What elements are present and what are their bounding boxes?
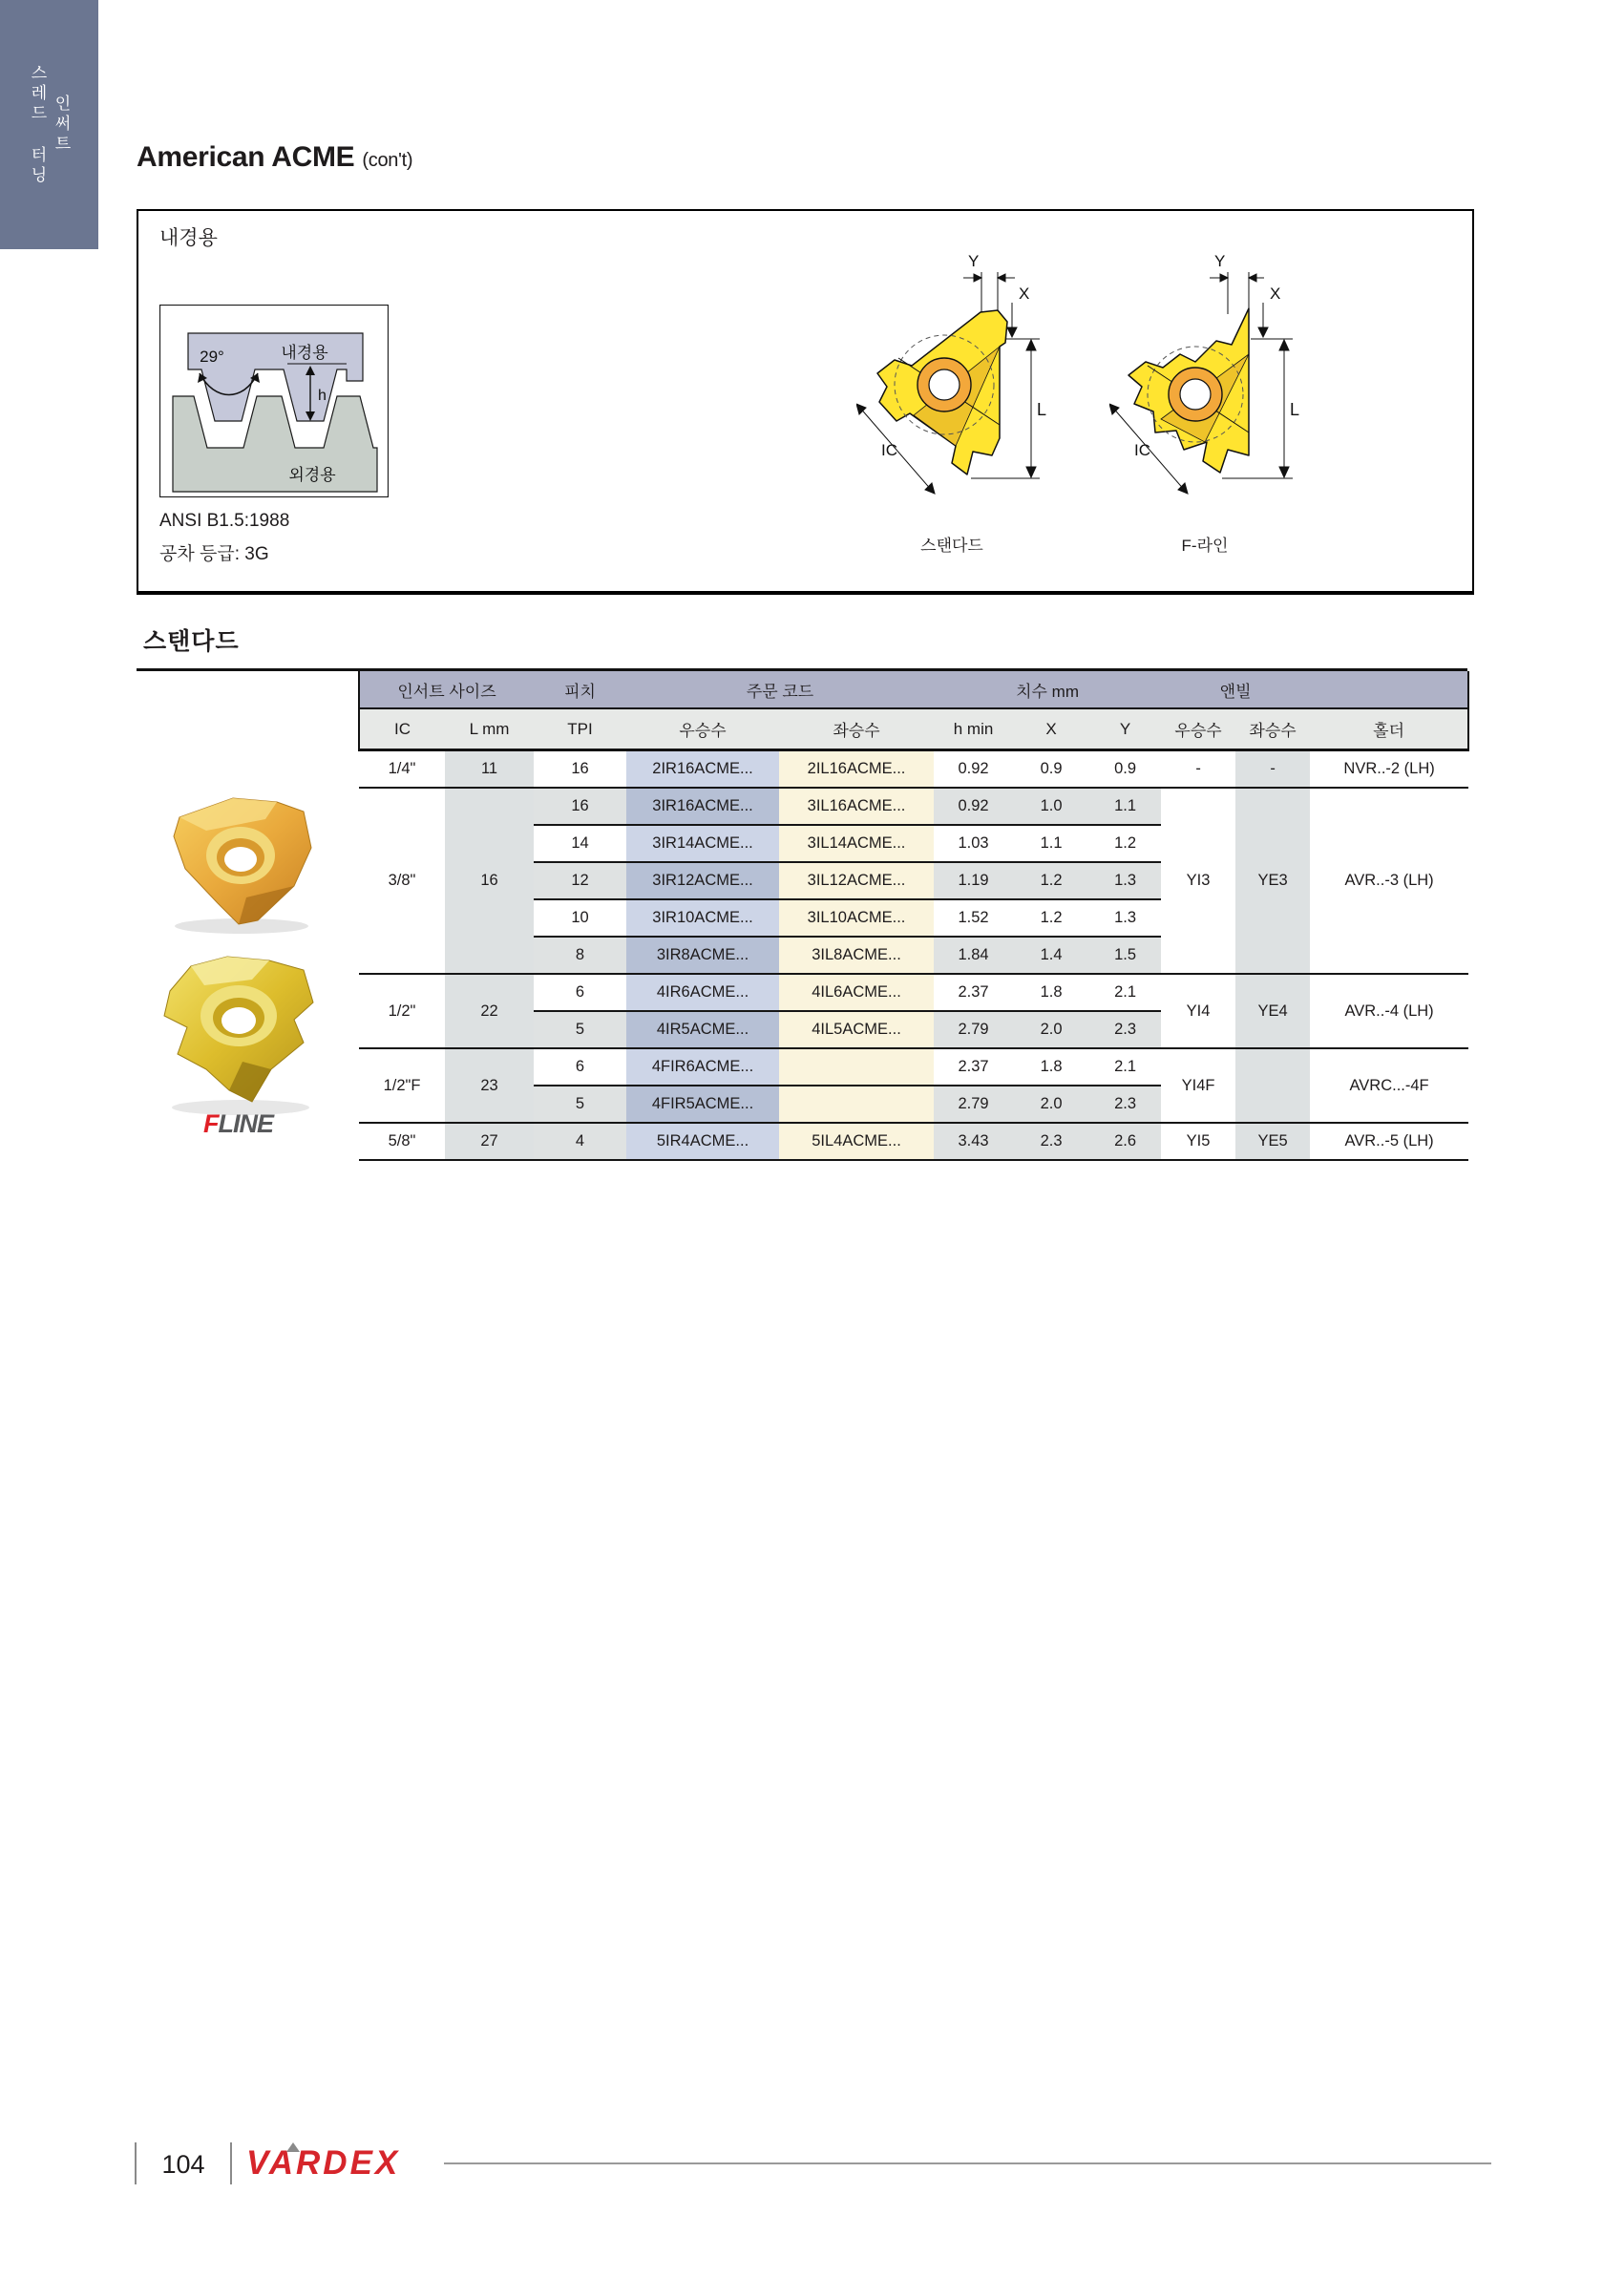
cell-rh: 4FIR5ACME... xyxy=(626,1086,779,1123)
vardex-logo xyxy=(246,2144,400,2183)
page-title-suffix: (con't) xyxy=(362,150,413,171)
cell-y: 0.9 xyxy=(1114,760,1137,777)
cell-anvil-lh: YE4 xyxy=(1235,974,1310,1048)
cell-y: 2.6 xyxy=(1089,1123,1161,1160)
cell-hmin: 0.92 xyxy=(958,760,989,777)
cell-anvil-lh: - xyxy=(1235,750,1310,789)
footer-rule xyxy=(444,2162,1491,2164)
standard-note: ANSI B1.5:1988 xyxy=(159,511,290,531)
cell-rh: 4IR6ACME... xyxy=(626,974,779,1011)
header-column-row xyxy=(359,708,1468,750)
cell-anvil-lh xyxy=(1235,1048,1310,1123)
col-hmin: h min xyxy=(934,708,1013,750)
acme-standard-table xyxy=(358,671,1469,1161)
cell-rh: 3IR14ACME... xyxy=(626,825,779,862)
cell-x: 2.3 xyxy=(1013,1123,1089,1160)
col-anvil-lh: 좌승수 xyxy=(1235,708,1310,750)
cell-l: 22 xyxy=(445,974,534,1048)
header-dimensions: 치수 mm xyxy=(934,671,1161,708)
cell-x: 1.4 xyxy=(1013,937,1089,974)
page-number: 104 xyxy=(161,2150,205,2179)
standard-insert-drawing xyxy=(856,251,1047,523)
cell-anvil-rh: YI4 xyxy=(1161,974,1235,1048)
cell-lh: 5IL4ACME... xyxy=(779,1123,934,1160)
cell-rh: 3IR10ACME... xyxy=(626,899,779,937)
cell-tpi: 6 xyxy=(534,974,626,1011)
cell-ic: 1/2" xyxy=(359,974,445,1048)
cell-lh: 3IL8ACME... xyxy=(779,937,934,974)
table-row xyxy=(359,750,1468,789)
cell-hmin: 1.03 xyxy=(934,825,1013,862)
dim-label-l: L xyxy=(1290,400,1300,419)
cell-hmin: 3.43 xyxy=(934,1123,1013,1160)
dim-label-ic: IC xyxy=(1134,441,1150,459)
sidebar-tab-line-1: 스레드 터닝 xyxy=(28,63,47,186)
col-tpi: TPI xyxy=(534,708,626,750)
cell-lh xyxy=(779,1086,934,1123)
cell-l: 27 xyxy=(445,1123,534,1160)
cell-y: 1.2 xyxy=(1089,825,1161,862)
fline-logo xyxy=(203,1109,273,1139)
header-pitch: 피치 xyxy=(534,671,626,708)
cell-y: 2.3 xyxy=(1089,1086,1161,1123)
cell-tpi: 12 xyxy=(534,862,626,899)
cell-tpi: 6 xyxy=(534,1048,626,1086)
standard-insert-photo xyxy=(151,781,327,939)
external-label: 외경용 xyxy=(288,466,336,484)
fline-logo-rest: LINE xyxy=(218,1109,274,1138)
cell-lh: 3IL10ACME... xyxy=(779,899,934,937)
cell-x: 1.1 xyxy=(1013,825,1089,862)
cell-lh: 3IL14ACME... xyxy=(779,825,934,862)
cell-holder: AVR..-3 (LH) xyxy=(1310,788,1468,974)
cell-y: 1.3 xyxy=(1089,862,1161,899)
cell-hmin: 0.92 xyxy=(934,788,1013,825)
tolerance-note: 공차 등급: 3G xyxy=(159,544,269,564)
table-row xyxy=(359,788,1468,825)
cell-l: 16 xyxy=(445,788,534,974)
table-row xyxy=(359,1123,1468,1160)
vardex-logo-text: VARDEX xyxy=(246,2144,401,2182)
dim-label-ic: IC xyxy=(881,441,897,459)
col-l: L mm xyxy=(445,708,534,750)
cell-rh: 4FIR6ACME... xyxy=(626,1048,779,1086)
cell-rh: 3IR12ACME... xyxy=(626,862,779,899)
dim-label-l: L xyxy=(1037,400,1047,419)
header-anvil: 앤빌 xyxy=(1161,671,1310,708)
cell-y: 2.1 xyxy=(1089,1048,1161,1086)
cell-hmin: 1.52 xyxy=(934,899,1013,937)
col-rh: 우승수 xyxy=(626,708,779,750)
cell-tpi: 16 xyxy=(571,760,589,777)
internal-use-info-box xyxy=(137,209,1474,595)
cell-lh: 4IL5ACME... xyxy=(779,1011,934,1048)
cell-ic: 3/8" xyxy=(359,788,445,974)
cell-rh: 3IR8ACME... xyxy=(626,937,779,974)
height-label: h xyxy=(318,388,327,404)
page-title-text: American ACME xyxy=(137,141,355,173)
cell-y: 1.3 xyxy=(1089,899,1161,937)
dim-label-y: Y xyxy=(1214,252,1226,270)
cell-tpi: 16 xyxy=(534,788,626,825)
cell-l: 23 xyxy=(445,1048,534,1123)
cell-lh: 3IL12ACME... xyxy=(779,862,934,899)
cell-tpi: 5 xyxy=(534,1086,626,1123)
standard-caption: 스탠다드 xyxy=(920,537,983,555)
cell-l: 11 xyxy=(445,750,534,789)
cell-tpi: 4 xyxy=(534,1123,626,1160)
col-y: Y xyxy=(1089,708,1161,750)
cell-anvil-lh: YE3 xyxy=(1235,788,1310,974)
cell-lh: 4IL6ACME... xyxy=(779,974,934,1011)
col-x: X xyxy=(1013,708,1089,750)
thread-profile-diagram xyxy=(159,305,389,497)
cell-hmin: 2.37 xyxy=(934,1048,1013,1086)
vardex-logo-triangle xyxy=(286,2142,300,2152)
header-order-code: 주문 코드 xyxy=(626,671,934,708)
cell-ic: 1/2"F xyxy=(359,1048,445,1123)
cell-rh: 5IR4ACME... xyxy=(626,1123,779,1160)
page-title xyxy=(137,141,412,174)
cell-y: 2.1 xyxy=(1089,974,1161,1011)
cell-x: 2.0 xyxy=(1013,1011,1089,1048)
cell-tpi: 5 xyxy=(534,1011,626,1048)
cell-tpi: 14 xyxy=(534,825,626,862)
cell-anvil-rh: - xyxy=(1195,760,1201,777)
cell-anvil-rh: YI5 xyxy=(1161,1123,1235,1160)
cell-anvil-rh: YI4F xyxy=(1161,1048,1235,1123)
col-ic: IC xyxy=(359,708,445,750)
cell-lh: 2IL16ACME... xyxy=(779,750,934,789)
footer-divider-left xyxy=(135,2142,137,2184)
dim-label-x: X xyxy=(1270,285,1281,303)
cell-y: 1.5 xyxy=(1089,937,1161,974)
header-group-row xyxy=(359,671,1468,708)
cell-lh xyxy=(779,1048,934,1086)
cell-hmin: 1.84 xyxy=(934,937,1013,974)
col-anvil-rh: 우승수 xyxy=(1161,708,1235,750)
fline-insert-drawing xyxy=(1109,251,1300,523)
cell-x: 1.8 xyxy=(1013,974,1089,1011)
cell-tpi: 10 xyxy=(534,899,626,937)
dim-label-y: Y xyxy=(968,252,980,270)
header-holder-spacer xyxy=(1310,671,1468,708)
angle-label: 29° xyxy=(200,348,224,366)
cell-y: 1.1 xyxy=(1089,788,1161,825)
cell-ic: 5/8" xyxy=(359,1123,445,1160)
cell-x: 1.2 xyxy=(1013,899,1089,937)
cell-hmin: 2.79 xyxy=(934,1011,1013,1048)
cell-rh: 4IR5ACME... xyxy=(626,1011,779,1048)
cell-y: 2.3 xyxy=(1089,1011,1161,1048)
box-label: 내경용 xyxy=(159,227,218,249)
cell-holder: AVR..-5 (LH) xyxy=(1310,1123,1468,1160)
cell-hmin: 2.79 xyxy=(934,1086,1013,1123)
table-row xyxy=(359,1048,1468,1086)
cell-x: 2.0 xyxy=(1013,1086,1089,1123)
header-insert-size: 인서트 사이즈 xyxy=(359,671,534,708)
dim-label-x: X xyxy=(1019,285,1030,303)
fline-caption: F-라인 xyxy=(1181,537,1229,555)
cell-anvil-rh: YI3 xyxy=(1161,788,1235,974)
col-lh: 좌승수 xyxy=(779,708,934,750)
cell-rh: 3IR16ACME... xyxy=(626,788,779,825)
internal-label: 내경용 xyxy=(281,344,328,362)
cell-tpi: 8 xyxy=(534,937,626,974)
section-heading: 스탠다드 xyxy=(143,628,240,655)
cell-ic: 1/4" xyxy=(388,760,416,777)
cell-holder: NVR..-2 (LH) xyxy=(1343,760,1435,777)
sidebar-tab-line-2: 인써트 xyxy=(52,95,71,155)
cell-lh: 3IL16ACME... xyxy=(779,788,934,825)
footer-divider-right xyxy=(230,2142,232,2184)
col-holder: 홀더 xyxy=(1310,708,1468,750)
fline-insert-photo xyxy=(145,947,331,1119)
cell-x: 1.2 xyxy=(1013,862,1089,899)
sidebar-tab xyxy=(0,0,98,249)
fline-logo-f: F xyxy=(203,1109,219,1138)
cell-anvil-lh: YE5 xyxy=(1235,1123,1310,1160)
cell-hmin: 2.37 xyxy=(934,974,1013,1011)
cell-holder: AVRC...-4F xyxy=(1310,1048,1468,1123)
cell-x: 0.9 xyxy=(1040,760,1063,777)
cell-x: 1.8 xyxy=(1013,1048,1089,1086)
cell-x: 1.0 xyxy=(1013,788,1089,825)
cell-rh: 2IR16ACME... xyxy=(626,750,779,789)
cell-hmin: 1.19 xyxy=(934,862,1013,899)
cell-holder: AVR..-4 (LH) xyxy=(1310,974,1468,1048)
table-row xyxy=(359,974,1468,1011)
